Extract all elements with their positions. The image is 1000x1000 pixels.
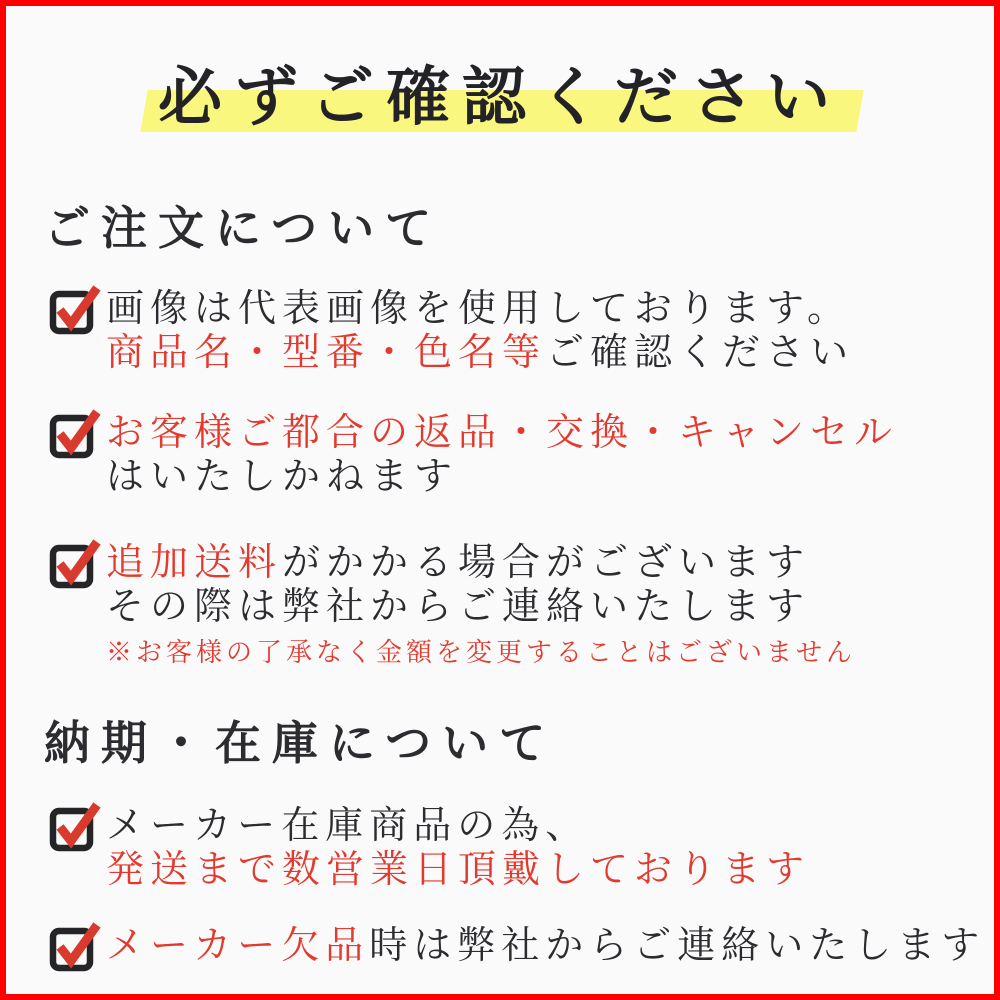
section-heading-stock: 納期・在庫について [44,715,557,770]
item-text [106,410,898,498]
item-text [106,286,854,374]
text-segment: はいたしかねます [106,454,459,499]
checkbox-checked-icon [48,535,102,589]
list-item [48,540,994,668]
item-line [106,540,856,584]
text-segment-red: メーカー欠品 [106,922,370,967]
item-text [106,540,856,668]
item-line [106,803,810,847]
text-segment-red: お客様ご都合の返品・交換・キャンセル [106,410,899,455]
text-segment: がかかる場合がございます [282,540,811,585]
text-segment-red: 発送まで数営業日頂戴しております [106,846,811,891]
item-line [106,330,854,374]
item-line [106,454,898,498]
list-item [48,286,994,374]
item-text [106,803,810,891]
text-segment: 時は弊社からご連絡いたします [369,922,986,967]
section-heading-order: ご注文について [44,201,443,255]
text-segment: その際は弊社からご連絡いたします [106,584,811,629]
checkbox-checked-icon [48,405,102,459]
text-segment: 画像は代表画像を使用しております。 [106,286,851,330]
item-line [106,847,810,891]
item-line [106,410,898,454]
item-line [106,584,856,628]
item-note: ※お客様の了承なく金額を変更することはございません [106,638,857,669]
page-title: 必ずご確認ください [158,60,842,135]
text-segment-red: 追加送料 [106,540,283,585]
text-segment-red: 商品名・型番・色名等 [106,330,547,375]
checkbox-checked-icon [48,798,102,852]
list-item [48,803,994,891]
item-text [106,923,985,967]
checkbox-checked-icon [48,281,102,335]
checkbox-checked-icon [48,918,102,972]
text-segment: ご確認ください [546,330,855,375]
text-segment: メーカー在庫商品の為、 [106,802,590,847]
list-item [48,410,994,498]
page-title-wrap [6,46,994,142]
item-line [106,286,854,330]
item-line [106,923,985,967]
list-item [48,923,994,972]
